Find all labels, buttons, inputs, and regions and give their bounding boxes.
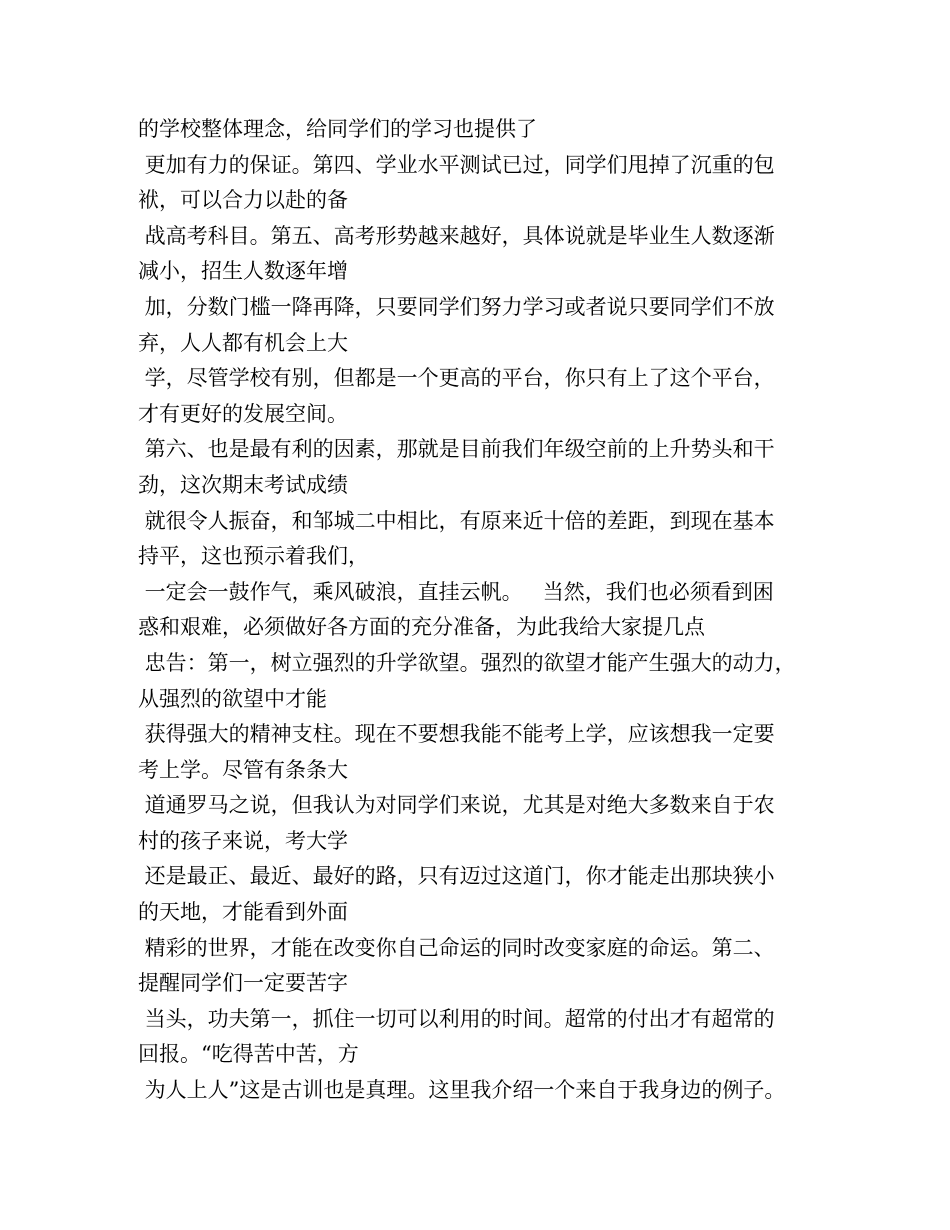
text-line: 战高考科目。第五、高考形势越来越好，具体说就是毕业生人数逐渐 [138,223,775,248]
text-line: 还是最正、最近、最好的路，只有迈过这道门，你才能走出那块狭小 [138,864,775,889]
text-line: 从强烈的欲望中才能 [138,686,327,711]
text-line: 劲，这次期末考试成绩 [138,472,348,497]
text-line: 减小，招生人数逐年增 [138,259,348,284]
text-line: 精彩的世界，才能在改变你自己命运的同时改变家庭的命运。第二、 [138,935,775,960]
text-line: 袱，可以合力以赴的备 [138,188,348,213]
text-line: 弃，人人都有机会上大 [138,330,348,355]
text-line: 惑和艰难，必须做好各方面的充分准备，为此我给大家提几点 [138,615,705,640]
text-line: 第六、也是最有利的因素，那就是目前我们年级空前的上升势头和干 [138,437,775,462]
text-line: 一定会一鼓作气，乘风破浪，直挂云帆。 当然，我们也必须看到困 [138,579,774,604]
text-line: 才有更好的发展空间。 [138,401,348,426]
text-line: 回报。“吃得苦中苦，方 [138,1042,359,1067]
text-line: 的学校整体理念，给同学们的学习也提供了 [138,117,537,141]
text-line: 村的孩子来说，考大学 [138,828,348,853]
body-text [138,112,838,1109]
text-line: 加，分数门槛一降再降，只要同学们努力学习或者说只要同学们不放 [138,294,775,319]
text-line: 获得强大的精神支柱。现在不要想我能不能考上学，应该想我一定要 [138,722,775,747]
text-line: 当头，功夫第一，抓住一切可以利用的时间。超常的付出才有超常的 [138,1006,775,1031]
text-line: 考上学。尽管有条条大 [138,757,348,782]
text-line: 忠告：第一，树立强烈的升学欲望。强烈的欲望才能产生强大的动力， [138,650,796,675]
text-line: 提醒同学们一定要苦字 [138,971,348,996]
text-line: 学，尽管学校有别，但都是一个更高的平台，你只有上了这个平台， [138,366,775,391]
text-line: 更加有力的保证。第四、学业水平测试已过，同学们甩掉了沉重的包 [138,152,775,177]
text-line: 道通罗马之说，但我认为对同学们来说，尤其是对绝大多数来自于农 [138,793,775,818]
text-line: 为人上人”这是古训也是真理。这里我介绍一个来自于我身边的例子。 [138,1078,786,1103]
text-line: 就很令人振奋，和邹城二中相比，有原来近十倍的差距，到现在基本 [138,508,775,533]
text-line: 持平，这也预示着我们， [138,544,369,569]
text-line: 的天地，才能看到外面 [138,900,348,925]
